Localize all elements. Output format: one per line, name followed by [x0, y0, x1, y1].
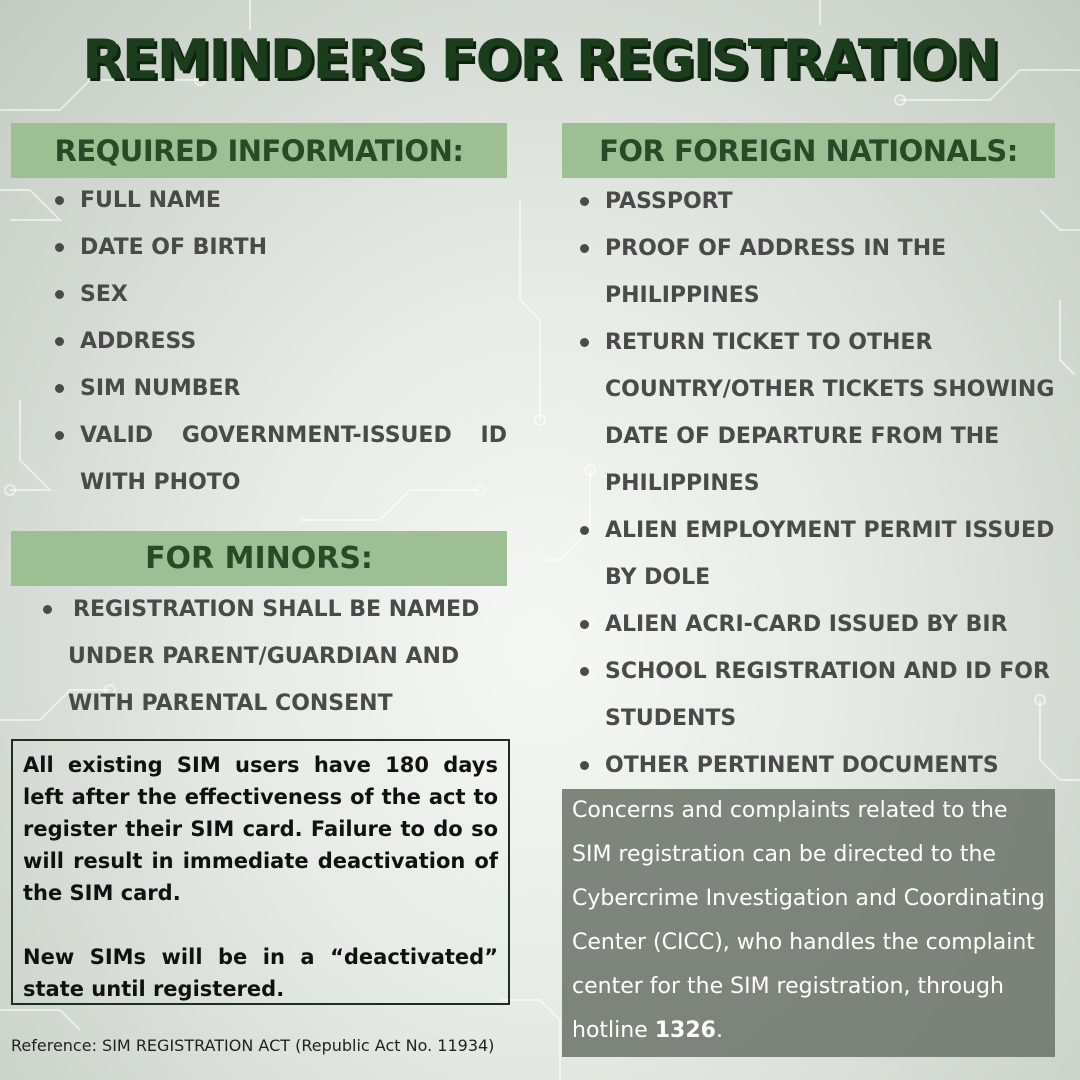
concerns-text: Concerns and complaints related to the SIM registration can be directed to the Cybercrime Investigation and Coordinating Center (CICC), who handles the complaint center for the SIM registration, through hotline	[572, 798, 1045, 1043]
minors-heading: FOR MINORS:	[11, 531, 507, 586]
list-item: FULL NAME	[55, 177, 507, 224]
list-item: RETURN TICKET TO OTHER COUNTRY/OTHER TICKETS SHOWING DATE OF DEPARTURE FROM THE PHILIPPINES	[580, 319, 1060, 507]
foreign-nationals-list	[580, 178, 1060, 789]
list-item: SCHOOL REGISTRATION AND ID FOR STUDENTS	[580, 648, 1060, 742]
list-item: PASSPORT	[580, 178, 1060, 225]
list-item: SIM NUMBER	[55, 365, 507, 412]
minors-line: REGISTRATION SHALL BE NAMED	[73, 597, 480, 622]
bullet-icon	[43, 605, 52, 614]
list-item: OTHER PERTINENT DOCUMENTS	[580, 742, 1060, 789]
list-item: SEX	[55, 271, 507, 318]
concerns-end: .	[715, 1018, 723, 1043]
minors-line: UNDER PARENT/GUARDIAN AND	[68, 644, 460, 669]
minors-line: WITH PARENTAL CONSENT	[68, 691, 393, 716]
list-item: ADDRESS	[55, 318, 507, 365]
list-item: DATE OF BIRTH	[55, 224, 507, 271]
list-item: ALIEN ACRI-CARD ISSUED BY BIR	[580, 601, 1060, 648]
foreign-nationals-heading: FOR FOREIGN NATIONALS:	[562, 123, 1055, 178]
hotline-number: 1326	[654, 1018, 716, 1043]
notice-paragraph: New SIMs will be in a “deactivated” state until registered.	[23, 945, 498, 1001]
minors-list-item	[43, 586, 503, 727]
required-info-list	[55, 177, 507, 506]
page-title: REMINDERS FOR REGISTRATION	[82, 28, 998, 91]
list-item: VALID GOVERNMENT-ISSUED ID WITH PHOTO	[55, 412, 507, 506]
reference-note: Reference: SIM REGISTRATION ACT (Republic Act No. 11934)	[11, 1036, 495, 1055]
notice-paragraph: All existing SIM users have 180 days left after the effectiveness of the act to register their SIM card. Failure to do so will result in immediate deactivation of the SIM card.	[23, 753, 498, 905]
list-item: ALIEN EMPLOYMENT PERMIT ISSUED BY DOLE	[580, 507, 1060, 601]
concerns-box	[562, 789, 1055, 1057]
sim-notice-box	[11, 739, 510, 1005]
required-info-heading: REQUIRED INFORMATION:	[11, 123, 507, 178]
list-item: PROOF OF ADDRESS IN THE PHILIPPINES	[580, 225, 1060, 319]
